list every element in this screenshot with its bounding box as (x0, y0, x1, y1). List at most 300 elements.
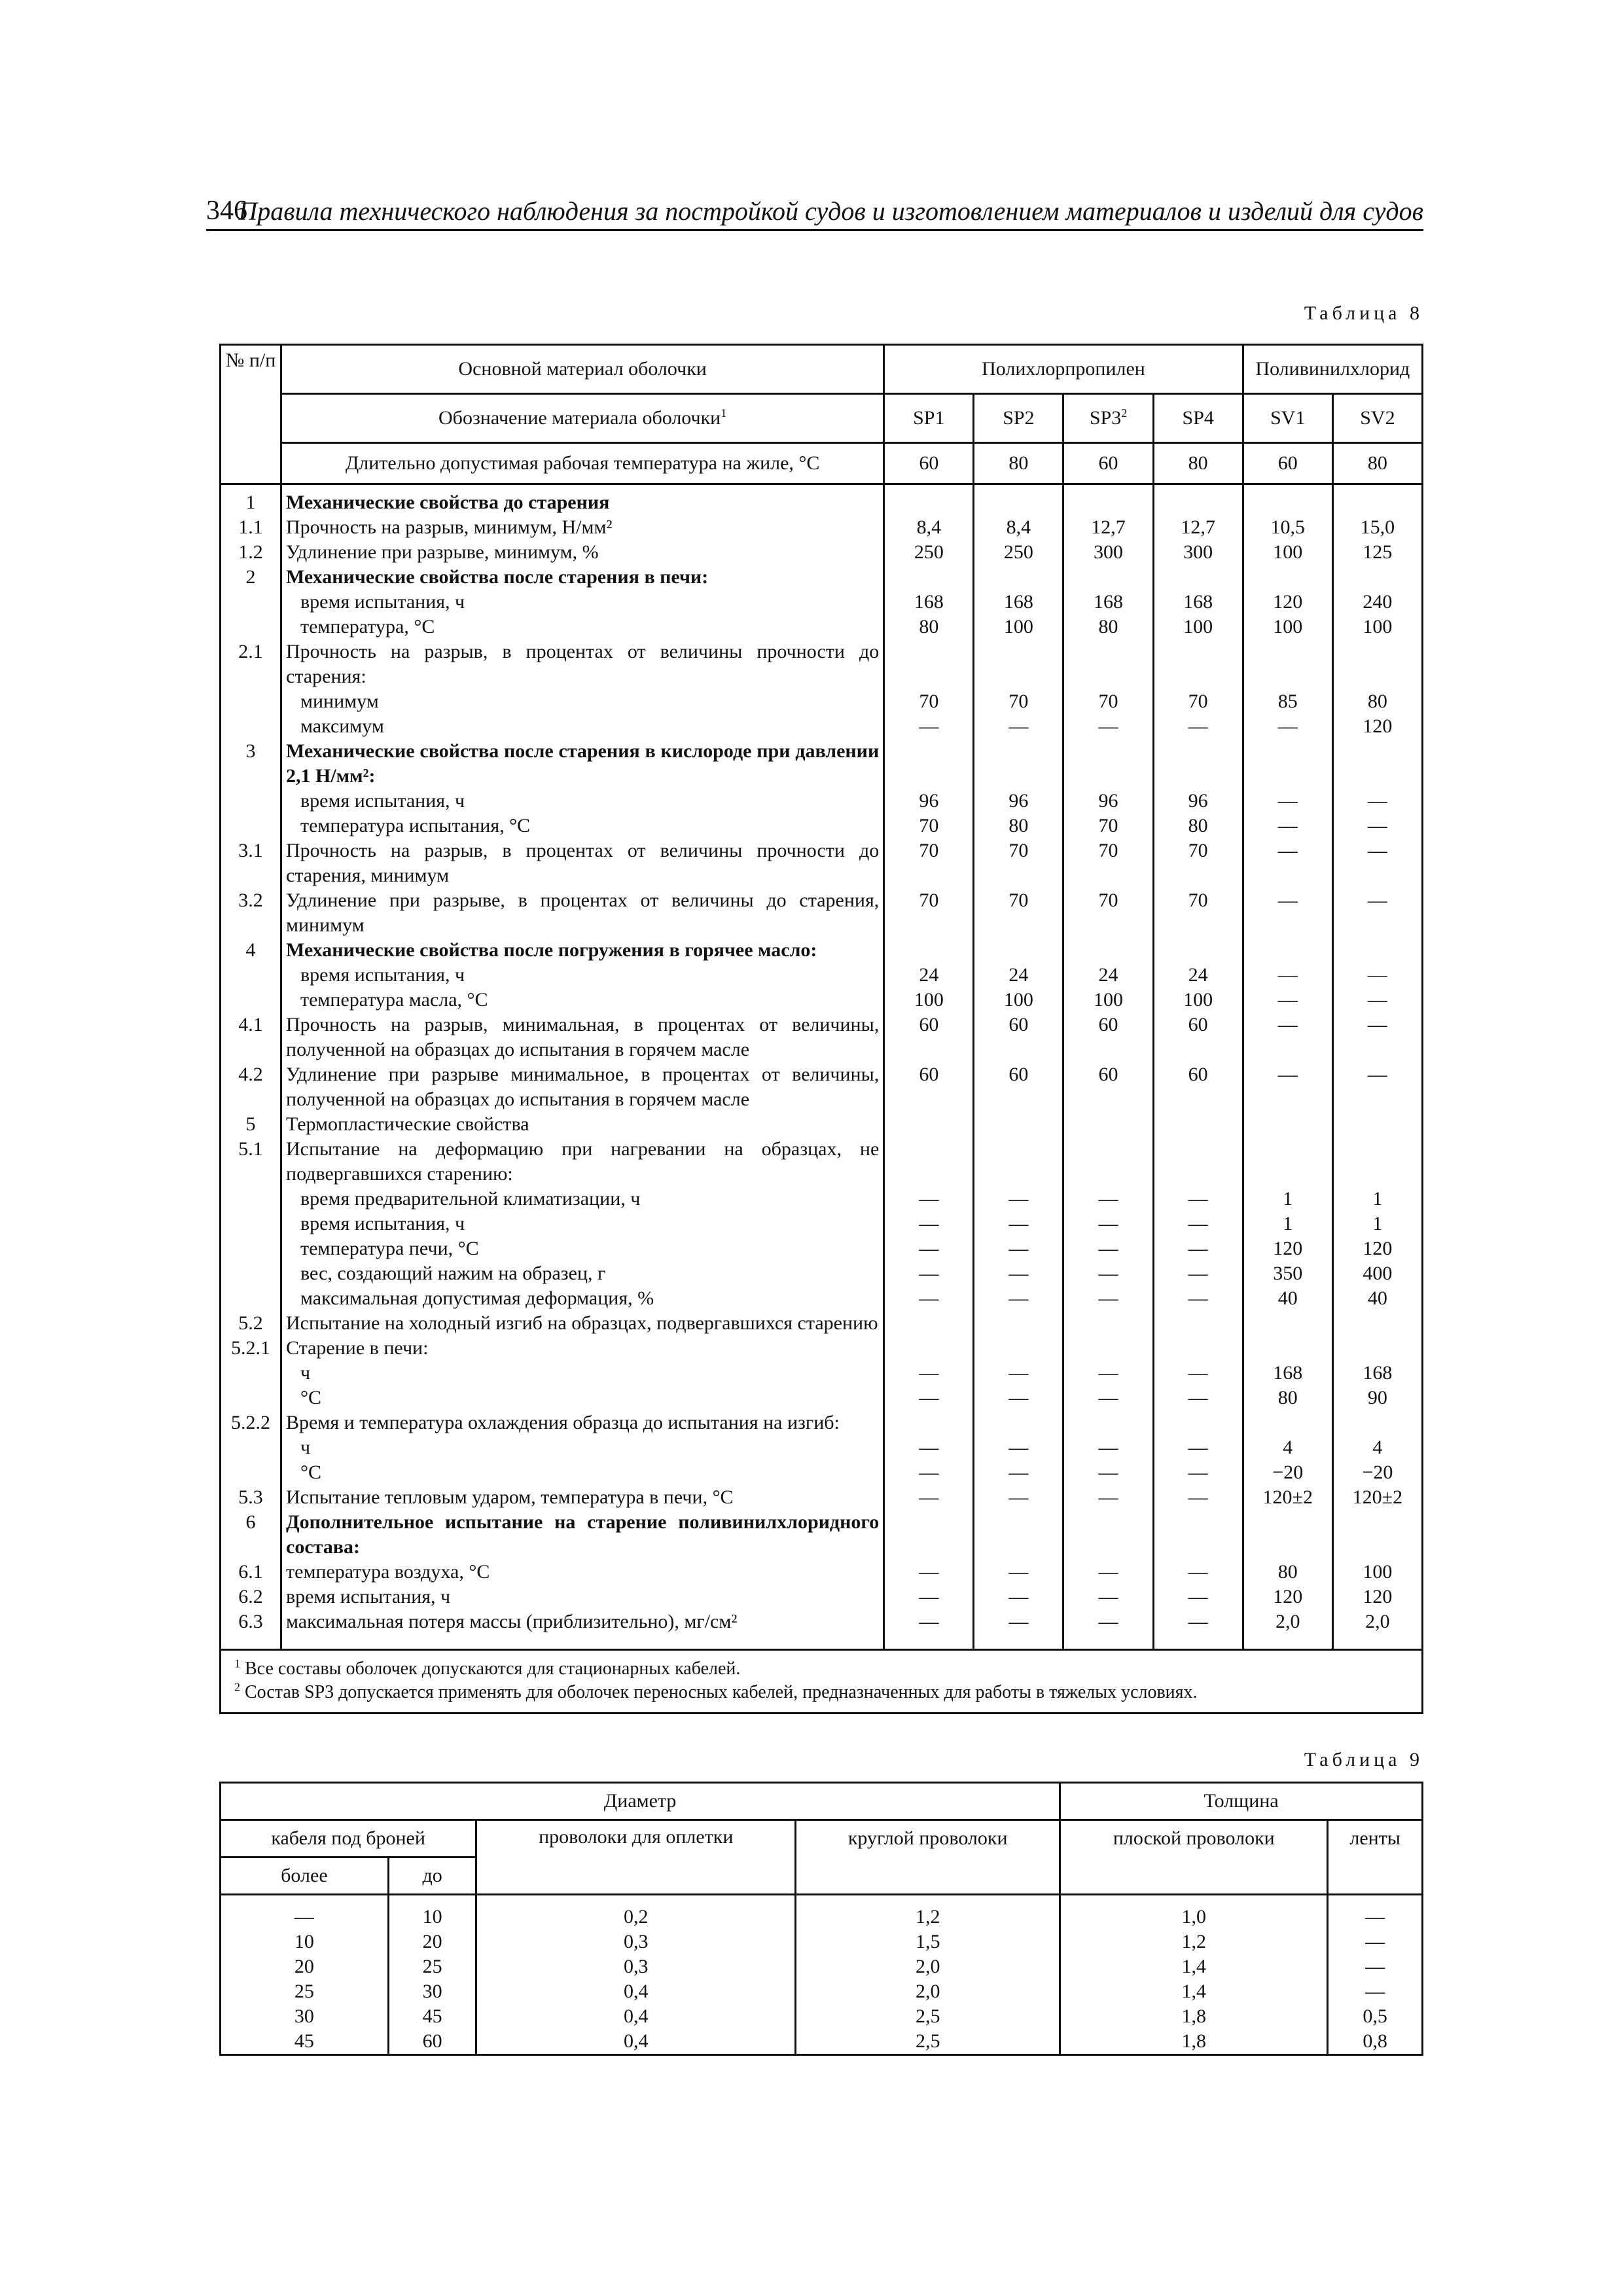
cell-value: — (1153, 1485, 1243, 1510)
temperature-value: 60 (1243, 443, 1332, 484)
tape-header: ленты (1328, 1820, 1423, 1895)
row-label: максимум (281, 714, 884, 739)
table-row (221, 1585, 1423, 1609)
row-label: время испытания, ч (281, 1211, 884, 1236)
cell-value: — (1332, 888, 1422, 938)
cell-value: 1 (1332, 1187, 1422, 1211)
material-code: SP1 (884, 394, 974, 443)
cell-value: 100 (1153, 615, 1243, 639)
table-row (221, 1112, 1423, 1137)
row-label: Прочность на разрыв, минимум, Н/мм² (281, 515, 884, 540)
cell-value (974, 484, 1063, 516)
cell-value: — (1153, 1187, 1243, 1211)
cell-value: 80 (884, 615, 974, 639)
cell-value: 1,4 (1060, 1954, 1328, 1979)
cell-value (1332, 639, 1422, 689)
row-label: Испытание на холодный изгиб на образцах, подвергавшихся старению (281, 1311, 884, 1336)
cell-value: — (1328, 1905, 1423, 1929)
cell-value: — (1332, 814, 1422, 838)
cell-value: 120±2 (1243, 1485, 1332, 1510)
cell-value: 0,4 (476, 2004, 796, 2029)
cell-value: — (1153, 714, 1243, 739)
cell-value: — (1063, 1286, 1153, 1311)
row-number (221, 1286, 281, 1311)
cell-value: — (1332, 838, 1422, 888)
cell-value: 1,0 (1060, 1905, 1328, 1929)
cell-value (884, 739, 974, 789)
row-label: время испытания, ч (281, 789, 884, 814)
cell-value (1243, 739, 1332, 789)
row-label: Время и температура охлаждения образца до испытания на изгиб: (281, 1410, 884, 1435)
cell-value: 70 (1063, 888, 1153, 938)
cell-value: 250 (884, 540, 974, 565)
cell-value (884, 1336, 974, 1361)
row-label: ч (281, 1361, 884, 1386)
table-row (221, 1336, 1423, 1361)
cell-value (884, 565, 974, 590)
cell-value (1153, 1311, 1243, 1336)
table-row (221, 938, 1423, 963)
cell-value: 0,4 (476, 2029, 796, 2055)
cell-value: 100 (1332, 615, 1422, 639)
temperature-label: Длительно допустимая рабочая температура на жиле, °С (281, 443, 884, 484)
row-number: 6.3 (221, 1609, 281, 1634)
temperature-value: 80 (1153, 443, 1243, 484)
cell-value: 80 (1153, 814, 1243, 838)
row-number (221, 1236, 281, 1261)
row-number: 2.1 (221, 639, 281, 689)
row-number: 6.2 (221, 1585, 281, 1609)
row-label: температура печи, °С (281, 1236, 884, 1261)
cell-value (974, 1137, 1063, 1187)
cell-value (1243, 484, 1332, 516)
cell-value: — (1063, 1485, 1153, 1510)
row-number: 3 (221, 739, 281, 789)
cell-value (1153, 1510, 1243, 1560)
cell-value: — (1243, 1013, 1332, 1062)
cell-value: — (1332, 1062, 1422, 1112)
row-number: 5.2.1 (221, 1336, 281, 1361)
cell-value: — (1153, 1460, 1243, 1485)
cell-value: 80 (1332, 689, 1422, 714)
row-label: Старение в печи: (281, 1336, 884, 1361)
row-number (221, 988, 281, 1013)
cell-value: — (974, 1261, 1063, 1286)
cell-value: — (1153, 1236, 1243, 1261)
cell-value: — (1243, 888, 1332, 938)
table9-caption: Таблица 9 (1304, 1749, 1423, 1770)
row-label: Удлинение при разрыве минимальное, в процентах от величины, полученной на образцах до испытания в горячем масле (281, 1062, 884, 1112)
cell-value (884, 1112, 974, 1137)
cell-value: — (1332, 988, 1422, 1013)
cell-value: 8,4 (884, 515, 974, 540)
table-row (221, 1236, 1423, 1261)
table8-header-row-2 (221, 394, 1423, 443)
table-row (221, 1062, 1423, 1112)
cell-value (1332, 1510, 1422, 1560)
cell-value: 12,7 (1063, 515, 1153, 540)
cell-value: — (1153, 1286, 1243, 1311)
cell-value: 70 (1063, 689, 1153, 714)
cell-value: 120 (1332, 714, 1422, 739)
cell-value: — (884, 1585, 974, 1609)
row-label: температура масла, °С (281, 988, 884, 1013)
table-row (221, 1187, 1423, 1211)
cell-value (974, 1112, 1063, 1137)
cell-value: — (884, 1460, 974, 1485)
row-label: Механические свойства после старения в кислороде при давлении 2,1 Н/мм²: (281, 739, 884, 789)
cell-value: 24 (884, 963, 974, 988)
cell-value: 1,2 (796, 1905, 1060, 1929)
cell-value: 2,0 (796, 1954, 1060, 1979)
cell-value (1063, 639, 1153, 689)
cell-value: 20 (221, 1954, 389, 1979)
row-label: время испытания, ч (281, 1585, 884, 1609)
cell-value: 2,0 (796, 1979, 1060, 2004)
cell-value: — (974, 1485, 1063, 1510)
row-label: °С (281, 1460, 884, 1485)
cell-value (1332, 938, 1422, 963)
cell-value: 60 (1153, 1013, 1243, 1062)
cell-value (884, 1311, 974, 1336)
cell-value (1063, 1311, 1153, 1336)
row-number: 5.2.2 (221, 1410, 281, 1435)
table-row (221, 1261, 1423, 1286)
cell-value: 60 (974, 1013, 1063, 1062)
row-label: ч (281, 1435, 884, 1460)
cell-value: 15,0 (1332, 515, 1422, 540)
row-number (221, 1211, 281, 1236)
cell-value: 400 (1332, 1261, 1422, 1286)
cell-value: 1,8 (1060, 2029, 1328, 2055)
col-number-header: № п/п (221, 345, 281, 484)
row-number: 4.1 (221, 1013, 281, 1062)
cell-value (1243, 1510, 1332, 1560)
row-number (221, 963, 281, 988)
row-label: Испытание тепловым ударом, температура в печи, °С (281, 1485, 884, 1510)
cell-value (1153, 1410, 1243, 1435)
cell-value: 25 (388, 1954, 476, 1979)
cell-value: — (974, 1560, 1063, 1585)
cell-value: — (1153, 1211, 1243, 1236)
cell-value: 250 (974, 540, 1063, 565)
cell-value: 1 (1243, 1211, 1332, 1236)
cell-value (884, 639, 974, 689)
cell-value: 10 (221, 1929, 389, 1954)
cell-value: — (884, 1386, 974, 1410)
cell-value: 2,5 (796, 2004, 1060, 2029)
cell-value: 168 (1243, 1361, 1332, 1386)
cell-value: 80 (1063, 615, 1153, 639)
table-row (221, 1485, 1423, 1510)
cell-value: 70 (1063, 814, 1153, 838)
row-label: Прочность на разрыв, в процентах от величины прочности до старения, минимум (281, 838, 884, 888)
table-row (221, 1460, 1423, 1485)
cell-value: 90 (1332, 1386, 1422, 1410)
cell-value: 24 (974, 963, 1063, 988)
table-row (221, 515, 1423, 540)
cell-value (1243, 1311, 1332, 1336)
table-row (221, 1013, 1423, 1062)
cell-value: 25 (221, 1979, 389, 2004)
cell-value: 70 (1153, 689, 1243, 714)
row-number (221, 1361, 281, 1386)
table-row (221, 1211, 1423, 1236)
cell-value: 70 (974, 838, 1063, 888)
cell-value: 70 (884, 814, 974, 838)
table-row (221, 814, 1423, 838)
cell-value: — (884, 1485, 974, 1510)
table-row (221, 1929, 1423, 1954)
row-number (221, 1435, 281, 1460)
cell-value: — (1063, 1386, 1153, 1410)
cell-value (1063, 1112, 1153, 1137)
cell-value: — (1153, 1361, 1243, 1386)
group-header-pcp: Полихлорпропилен (884, 345, 1243, 394)
row-number (221, 615, 281, 639)
row-label: °С (281, 1386, 884, 1410)
cell-value: 1,4 (1060, 1979, 1328, 2004)
cell-value: 45 (388, 2004, 476, 2029)
row-label: максимальная допустимая деформация, % (281, 1286, 884, 1311)
cell-value: — (1063, 1460, 1153, 1485)
cell-value: 40 (1332, 1286, 1422, 1311)
cell-value (974, 1510, 1063, 1560)
row-number: 5.3 (221, 1485, 281, 1510)
cell-value: — (1153, 1261, 1243, 1286)
row-number (221, 590, 281, 615)
cell-value (1063, 739, 1153, 789)
cell-value: — (1063, 1435, 1153, 1460)
cell-value (1332, 484, 1422, 516)
cell-value: — (974, 1236, 1063, 1261)
cell-value (1243, 565, 1332, 590)
table-row (221, 888, 1423, 938)
cell-value: 70 (974, 689, 1063, 714)
cell-value: — (884, 1286, 974, 1311)
row-number (221, 1187, 281, 1211)
cell-value: — (1153, 1609, 1243, 1634)
cell-value: — (1063, 1560, 1153, 1585)
cell-value: — (1332, 1013, 1422, 1062)
material-code: SP2 (974, 394, 1063, 443)
cell-value: 120 (1243, 1236, 1332, 1261)
cell-value: — (884, 1211, 974, 1236)
cell-value: 70 (974, 888, 1063, 938)
cell-value (1332, 1112, 1422, 1137)
row-number (221, 714, 281, 739)
cell-value: — (974, 1435, 1063, 1460)
cell-value (1063, 1336, 1153, 1361)
cell-value: 70 (884, 888, 974, 938)
row-number: 1 (221, 484, 281, 516)
cell-value: — (974, 1460, 1063, 1485)
cell-value: 125 (1332, 540, 1422, 565)
cell-value: 0,2 (476, 1905, 796, 1929)
row-label: Механические свойства после погружения в горячее масло: (281, 938, 884, 963)
cell-value (1332, 1336, 1422, 1361)
cell-value (1332, 1311, 1422, 1336)
row-number (221, 1261, 281, 1286)
cell-value: −20 (1243, 1460, 1332, 1485)
cell-value: 120±2 (1332, 1485, 1422, 1510)
table-row (221, 1560, 1423, 1585)
table-row (221, 1609, 1423, 1634)
row-number: 1.1 (221, 515, 281, 540)
cell-value: — (884, 1609, 974, 1634)
cell-value: — (1332, 789, 1422, 814)
cell-value: 60 (974, 1062, 1063, 1112)
row-number: 4 (221, 938, 281, 963)
material-code: SP4 (1153, 394, 1243, 443)
row-label: время испытания, ч (281, 963, 884, 988)
cell-value (974, 639, 1063, 689)
table-row (221, 789, 1423, 814)
cell-value: 80 (1243, 1386, 1332, 1410)
table-row (221, 615, 1423, 639)
table-row (221, 739, 1423, 789)
table-row (221, 565, 1423, 590)
row-number (221, 789, 281, 814)
cell-value (974, 1410, 1063, 1435)
cell-value: 70 (884, 838, 974, 888)
table-row (221, 1954, 1423, 1979)
cell-value: 4 (1332, 1435, 1422, 1460)
cell-value (1153, 1137, 1243, 1187)
cell-value: 60 (1063, 1013, 1153, 1062)
cell-value: — (1243, 988, 1332, 1013)
cell-value (1063, 1510, 1153, 1560)
table-row (221, 2029, 1423, 2055)
table-row (221, 639, 1423, 689)
table-row (221, 1410, 1423, 1435)
cell-value: 96 (884, 789, 974, 814)
table-row (221, 963, 1423, 988)
table-row (221, 1137, 1423, 1187)
cell-value: 0,4 (476, 1979, 796, 2004)
row-number (221, 814, 281, 838)
row-number: 5.2 (221, 1311, 281, 1336)
cable-under-armor-header: кабеля под броней (221, 1820, 476, 1857)
cell-value: 2,5 (796, 2029, 1060, 2055)
cell-value: — (974, 1585, 1063, 1609)
cell-value (1332, 1137, 1422, 1187)
table-row (221, 1286, 1423, 1311)
table-row (221, 838, 1423, 888)
cell-value: — (884, 1236, 974, 1261)
cell-value (1063, 565, 1153, 590)
cell-value: 168 (884, 590, 974, 615)
cell-value (1243, 938, 1332, 963)
cell-value (1153, 1112, 1243, 1137)
row-label: Дополнительное испытание на старение поливинилхлоридного состава: (281, 1510, 884, 1560)
cell-value: — (884, 1435, 974, 1460)
cell-value: — (974, 714, 1063, 739)
cell-value: 0,8 (1328, 2029, 1423, 2055)
cell-value: 96 (974, 789, 1063, 814)
cell-value: — (1063, 1236, 1153, 1261)
cell-value: 0,5 (1328, 2004, 1423, 2029)
cell-value (1153, 565, 1243, 590)
row-label: Испытание на деформацию при нагревании на образцах, не подвергавшихся старению: (281, 1137, 884, 1187)
wire-braid-header: проволоки для оплетки (476, 1820, 796, 1895)
cell-value: — (1153, 1386, 1243, 1410)
cell-value: — (884, 1361, 974, 1386)
cell-value: 100 (884, 988, 974, 1013)
table-row (221, 714, 1423, 739)
cell-value: 70 (884, 689, 974, 714)
material-code: SV1 (1243, 394, 1332, 443)
cell-value: 120 (1332, 1236, 1422, 1261)
table-row (221, 1361, 1423, 1386)
cell-value (1243, 639, 1332, 689)
cell-value: — (1063, 1585, 1153, 1609)
cell-value (1332, 1410, 1422, 1435)
cell-value: 300 (1153, 540, 1243, 565)
cell-value (1243, 1336, 1332, 1361)
cell-value: 30 (221, 2004, 389, 2029)
cell-value: 240 (1332, 590, 1422, 615)
cell-value: 40 (1243, 1286, 1332, 1311)
cell-value: — (1063, 714, 1153, 739)
cell-value: 10,5 (1243, 515, 1332, 540)
cell-value: 80 (974, 814, 1063, 838)
table8-header-row-1 (221, 345, 1423, 394)
cell-value: 0,3 (476, 1929, 796, 1954)
table8-temperature-row (221, 443, 1423, 484)
row-label: Прочность на разрыв, в процентах от величины прочности до старения: (281, 639, 884, 689)
row-label: Механические свойства до старения (281, 484, 884, 516)
row-label: максимальная потеря массы (приблизительно), мг/см² (281, 1609, 884, 1634)
table-row (221, 1386, 1423, 1410)
table-row (221, 2004, 1423, 2029)
cell-value: 60 (884, 1062, 974, 1112)
cell-value: 168 (1153, 590, 1243, 615)
cell-value: 1 (1243, 1187, 1332, 1211)
cell-value: — (974, 1211, 1063, 1236)
cell-value: — (884, 714, 974, 739)
cell-value: — (1328, 1979, 1423, 2004)
row-label: Механические свойства после старения в печи: (281, 565, 884, 590)
row-number (221, 1460, 281, 1485)
cell-value (884, 938, 974, 963)
cell-value: — (1332, 963, 1422, 988)
table-row (221, 988, 1423, 1013)
diameter-header: Диаметр (221, 1783, 1060, 1820)
cell-value (1243, 1137, 1332, 1187)
cell-value: 1 (1332, 1211, 1422, 1236)
row-label: температура, °С (281, 615, 884, 639)
row-number (221, 1386, 281, 1410)
cell-value: — (1063, 1609, 1153, 1634)
cell-value: — (1328, 1929, 1423, 1954)
cell-value: 100 (1153, 988, 1243, 1013)
row-label: время предварительной климатизации, ч (281, 1187, 884, 1211)
cell-value: 2,0 (1332, 1609, 1422, 1634)
table-row (221, 1311, 1423, 1336)
cell-value: 30 (388, 1979, 476, 2004)
row-label: Удлинение при разрыве, в процентах от величины до старения, минимум (281, 888, 884, 938)
material-code: SV2 (1332, 394, 1422, 443)
cell-value: 2,0 (1243, 1609, 1332, 1634)
cell-value (1153, 639, 1243, 689)
cell-value (974, 1336, 1063, 1361)
cell-value: 100 (974, 988, 1063, 1013)
cell-value: 4 (1243, 1435, 1332, 1460)
row-number: 1.2 (221, 540, 281, 565)
row-number: 3.2 (221, 888, 281, 938)
cell-value: 70 (1153, 888, 1243, 938)
